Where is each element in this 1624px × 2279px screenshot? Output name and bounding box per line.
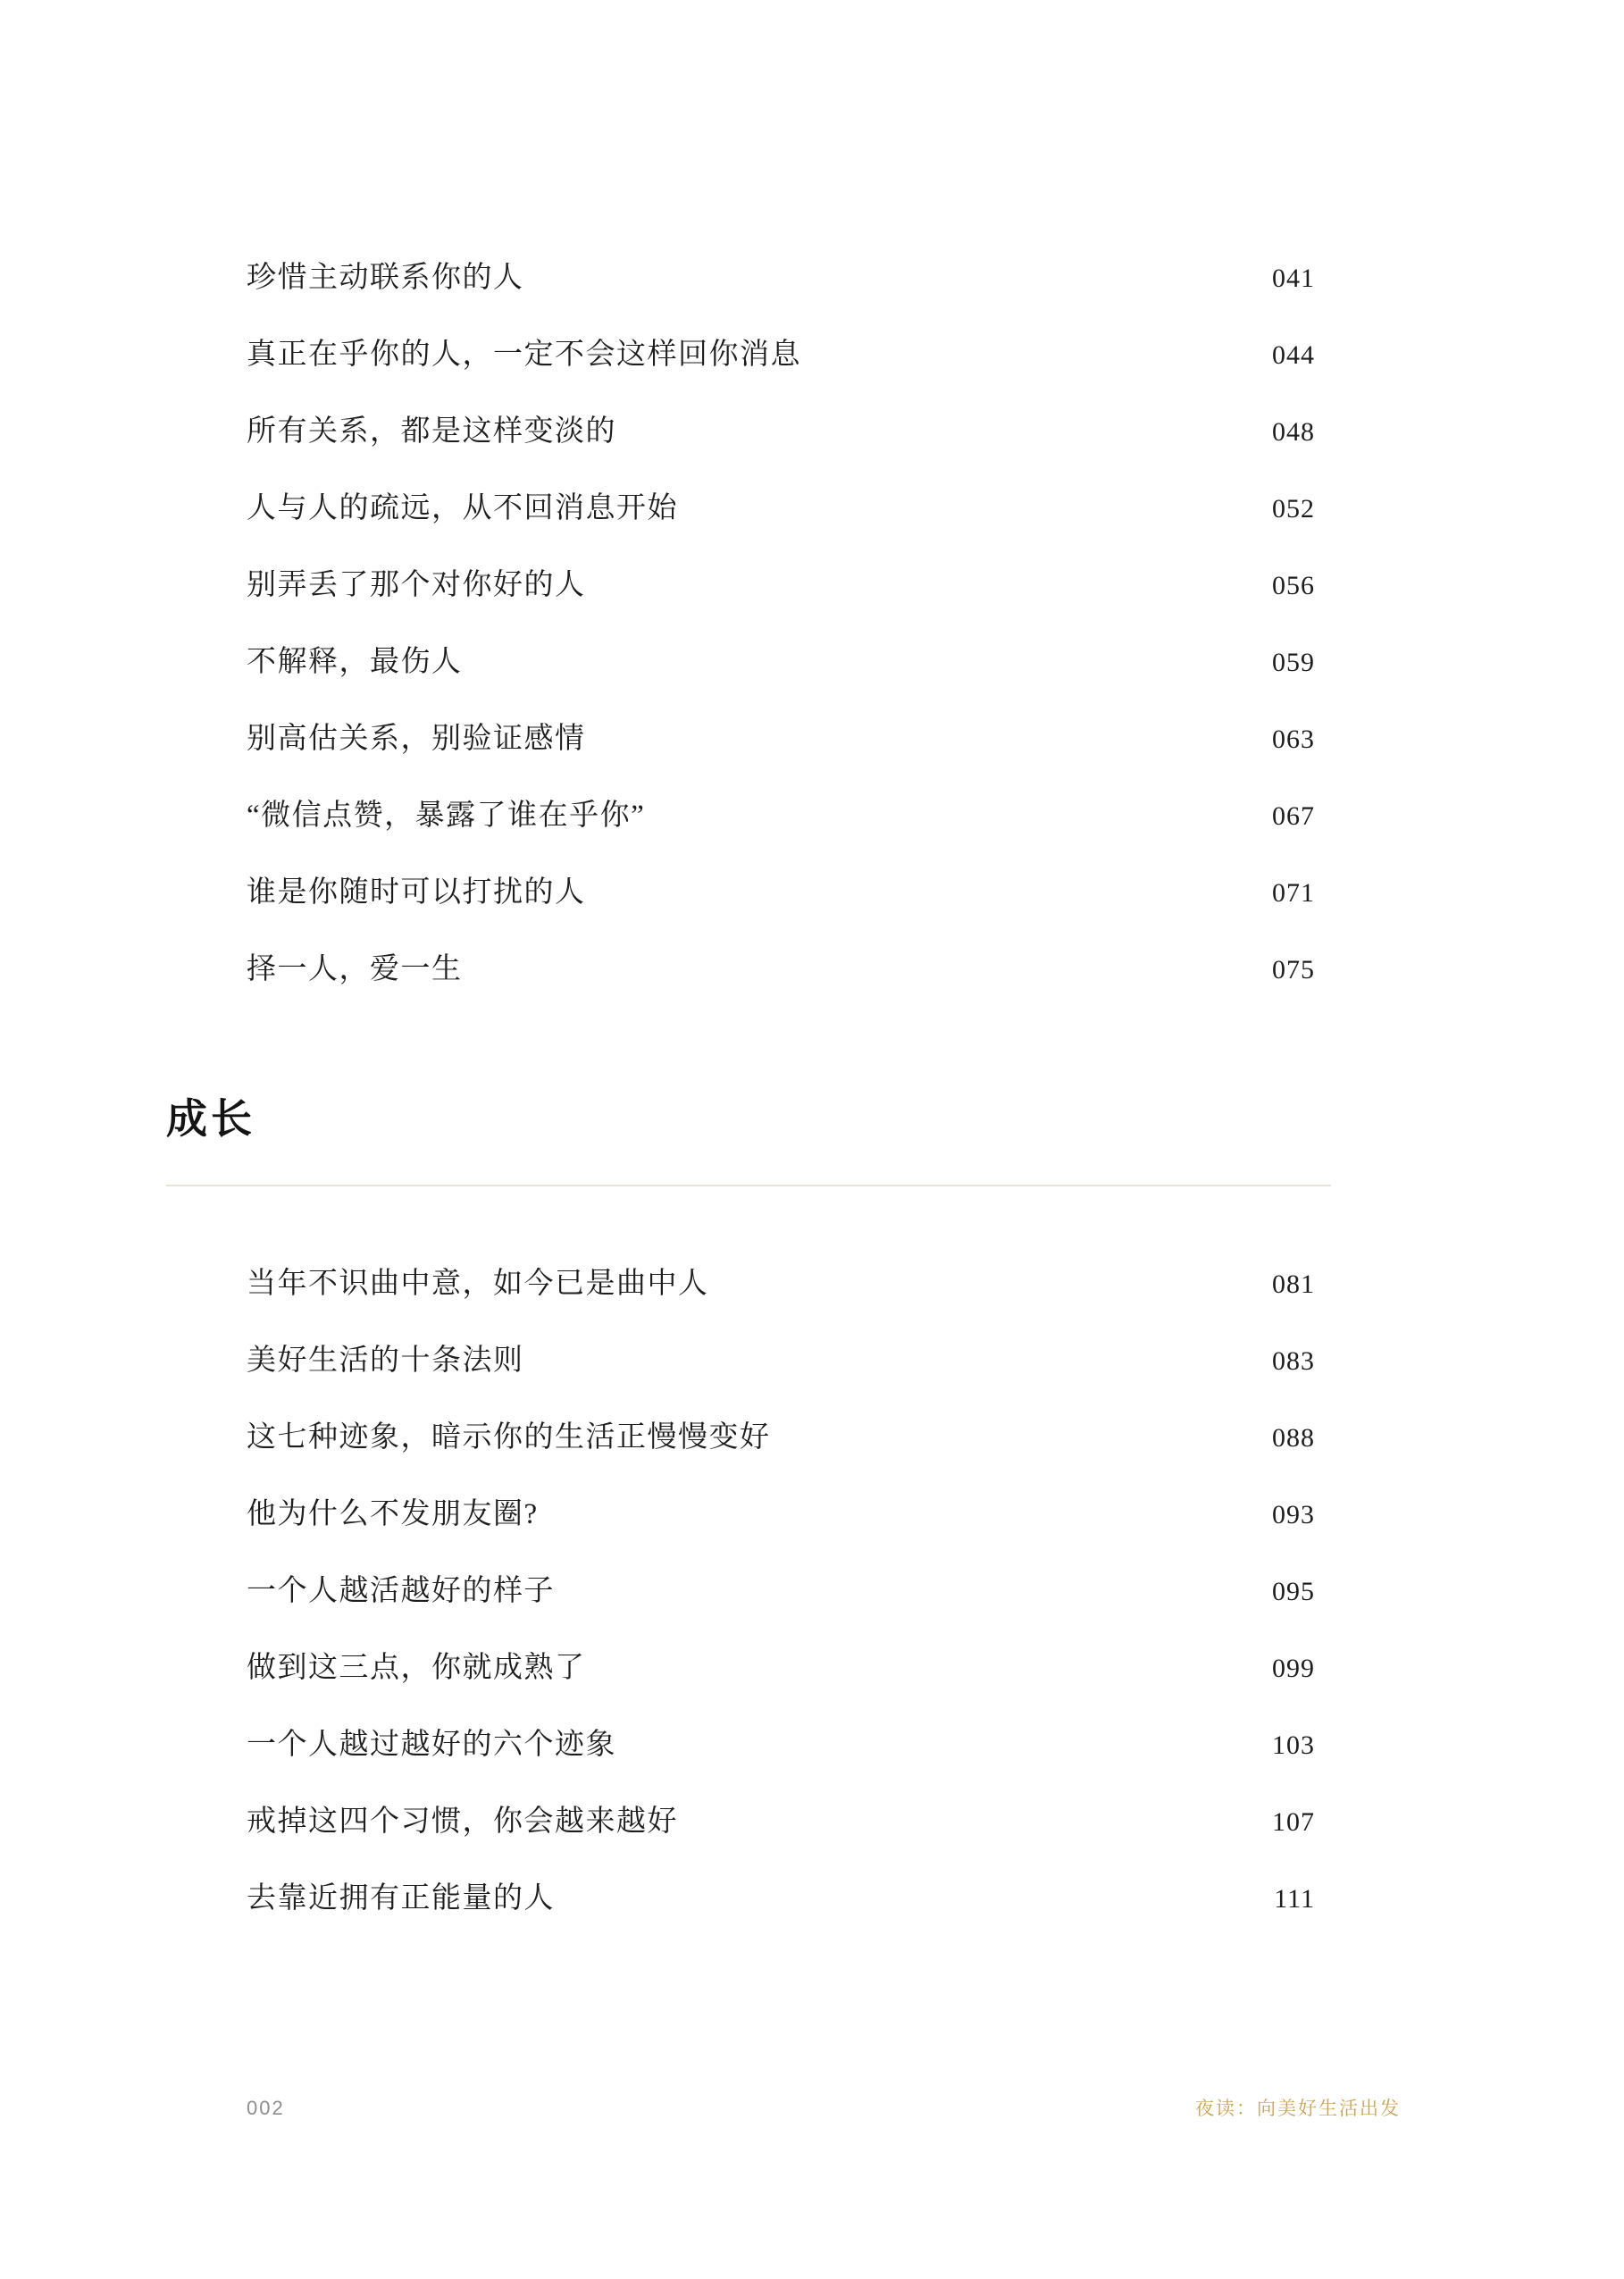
toc-entry-page: 103 bbox=[1272, 1730, 1315, 1760]
toc-entry-page: 075 bbox=[1272, 955, 1315, 984]
toc-entry-title: 他为什么不发朋友圈? bbox=[247, 1498, 539, 1530]
toc-entry-page: 063 bbox=[1272, 725, 1315, 754]
toc-entry[interactable] bbox=[247, 331, 1408, 407]
toc-entry-page: 095 bbox=[1272, 1577, 1315, 1606]
toc-entry-page: 083 bbox=[1272, 1346, 1315, 1376]
toc-entry-page: 081 bbox=[1272, 1269, 1315, 1299]
page-footer bbox=[247, 2094, 1411, 2121]
toc-entry-title: 这七种迹象，暗示你的生活正慢慢变好 bbox=[247, 1421, 771, 1454]
section-divider bbox=[166, 1185, 1331, 1186]
toc-entry[interactable] bbox=[247, 715, 1408, 792]
toc-entry[interactable] bbox=[247, 1413, 1408, 1490]
toc-list-one bbox=[247, 254, 1408, 1022]
toc-entry-title: 一个人越活越好的样子 bbox=[247, 1575, 555, 1607]
toc-entry-title: 别弄丢了那个对你好的人 bbox=[247, 569, 586, 601]
toc-entry-title: 真正在乎你的人，一定不会这样回你消息 bbox=[247, 339, 801, 371]
toc-entry-title: “微信点赞，暴露了谁在乎你” bbox=[247, 800, 646, 832]
toc-entry-page: 067 bbox=[1272, 801, 1315, 831]
toc-entry-page: 093 bbox=[1272, 1500, 1315, 1529]
toc-entry[interactable] bbox=[247, 561, 1408, 638]
toc-entry-page: 056 bbox=[1272, 571, 1315, 600]
toc-entry[interactable] bbox=[247, 868, 1408, 945]
toc-entry-title: 人与人的疏远，从不回消息开始 bbox=[247, 492, 678, 524]
toc-entry[interactable] bbox=[247, 1490, 1408, 1567]
toc-entry-title: 不解释，最伤人 bbox=[247, 646, 463, 678]
toc-entry[interactable] bbox=[247, 1874, 1408, 1951]
section-title: 成长 bbox=[166, 1095, 255, 1142]
toc-entry-title: 当年不识曲中意，如今已是曲中人 bbox=[247, 1268, 709, 1300]
toc-entry-page: 041 bbox=[1272, 264, 1315, 293]
toc-entry-title: 美好生活的十条法则 bbox=[247, 1345, 524, 1377]
toc-entry-page: 048 bbox=[1272, 417, 1315, 447]
toc-section-two bbox=[247, 1260, 1408, 1951]
toc-entry[interactable] bbox=[247, 1721, 1408, 1797]
toc-entry-title: 一个人越过越好的六个迹象 bbox=[247, 1729, 616, 1761]
toc-entry[interactable] bbox=[247, 254, 1408, 331]
toc-entry-title: 别高估关系，别验证感情 bbox=[247, 723, 586, 755]
toc-entry[interactable] bbox=[247, 792, 1408, 868]
toc-section-one bbox=[247, 254, 1408, 1022]
toc-entry-page: 052 bbox=[1272, 494, 1315, 524]
toc-entry[interactable] bbox=[247, 1567, 1408, 1644]
toc-entry-title: 择一人，爱一生 bbox=[247, 953, 463, 985]
toc-entry[interactable] bbox=[247, 638, 1408, 715]
toc-entry-page: 088 bbox=[1272, 1423, 1315, 1453]
toc-list-two bbox=[247, 1260, 1408, 1951]
toc-entry[interactable] bbox=[247, 484, 1408, 561]
toc-entry[interactable] bbox=[247, 1797, 1408, 1874]
toc-entry-title: 珍惜主动联系你的人 bbox=[247, 262, 524, 294]
toc-entry-page: 111 bbox=[1274, 1884, 1315, 1914]
toc-entry[interactable] bbox=[247, 945, 1408, 1022]
toc-entry-title: 去靠近拥有正能量的人 bbox=[247, 1882, 555, 1915]
toc-entry-title: 谁是你随时可以打扰的人 bbox=[247, 876, 586, 909]
toc-entry-title: 戒掉这四个习惯，你会越来越好 bbox=[247, 1806, 678, 1838]
toc-entry[interactable] bbox=[247, 1260, 1408, 1336]
section-header bbox=[166, 1086, 1408, 1186]
page-number: 002 bbox=[247, 2097, 285, 2119]
toc-entry[interactable] bbox=[247, 1336, 1408, 1413]
toc-entry-page: 107 bbox=[1272, 1807, 1315, 1837]
toc-entry[interactable] bbox=[247, 407, 1408, 484]
running-head: 夜读：向美好生活出发 bbox=[1195, 2099, 1401, 2119]
toc-entry-page: 071 bbox=[1272, 878, 1315, 908]
toc-entry-title: 所有关系，都是这样变淡的 bbox=[247, 415, 616, 448]
toc-entry-title: 做到这三点，你就成熟了 bbox=[247, 1652, 586, 1684]
toc-entry[interactable] bbox=[247, 1644, 1408, 1721]
toc-entry-page: 044 bbox=[1272, 340, 1315, 370]
toc-entry-page: 059 bbox=[1272, 648, 1315, 677]
toc-entry-page: 099 bbox=[1272, 1654, 1315, 1683]
